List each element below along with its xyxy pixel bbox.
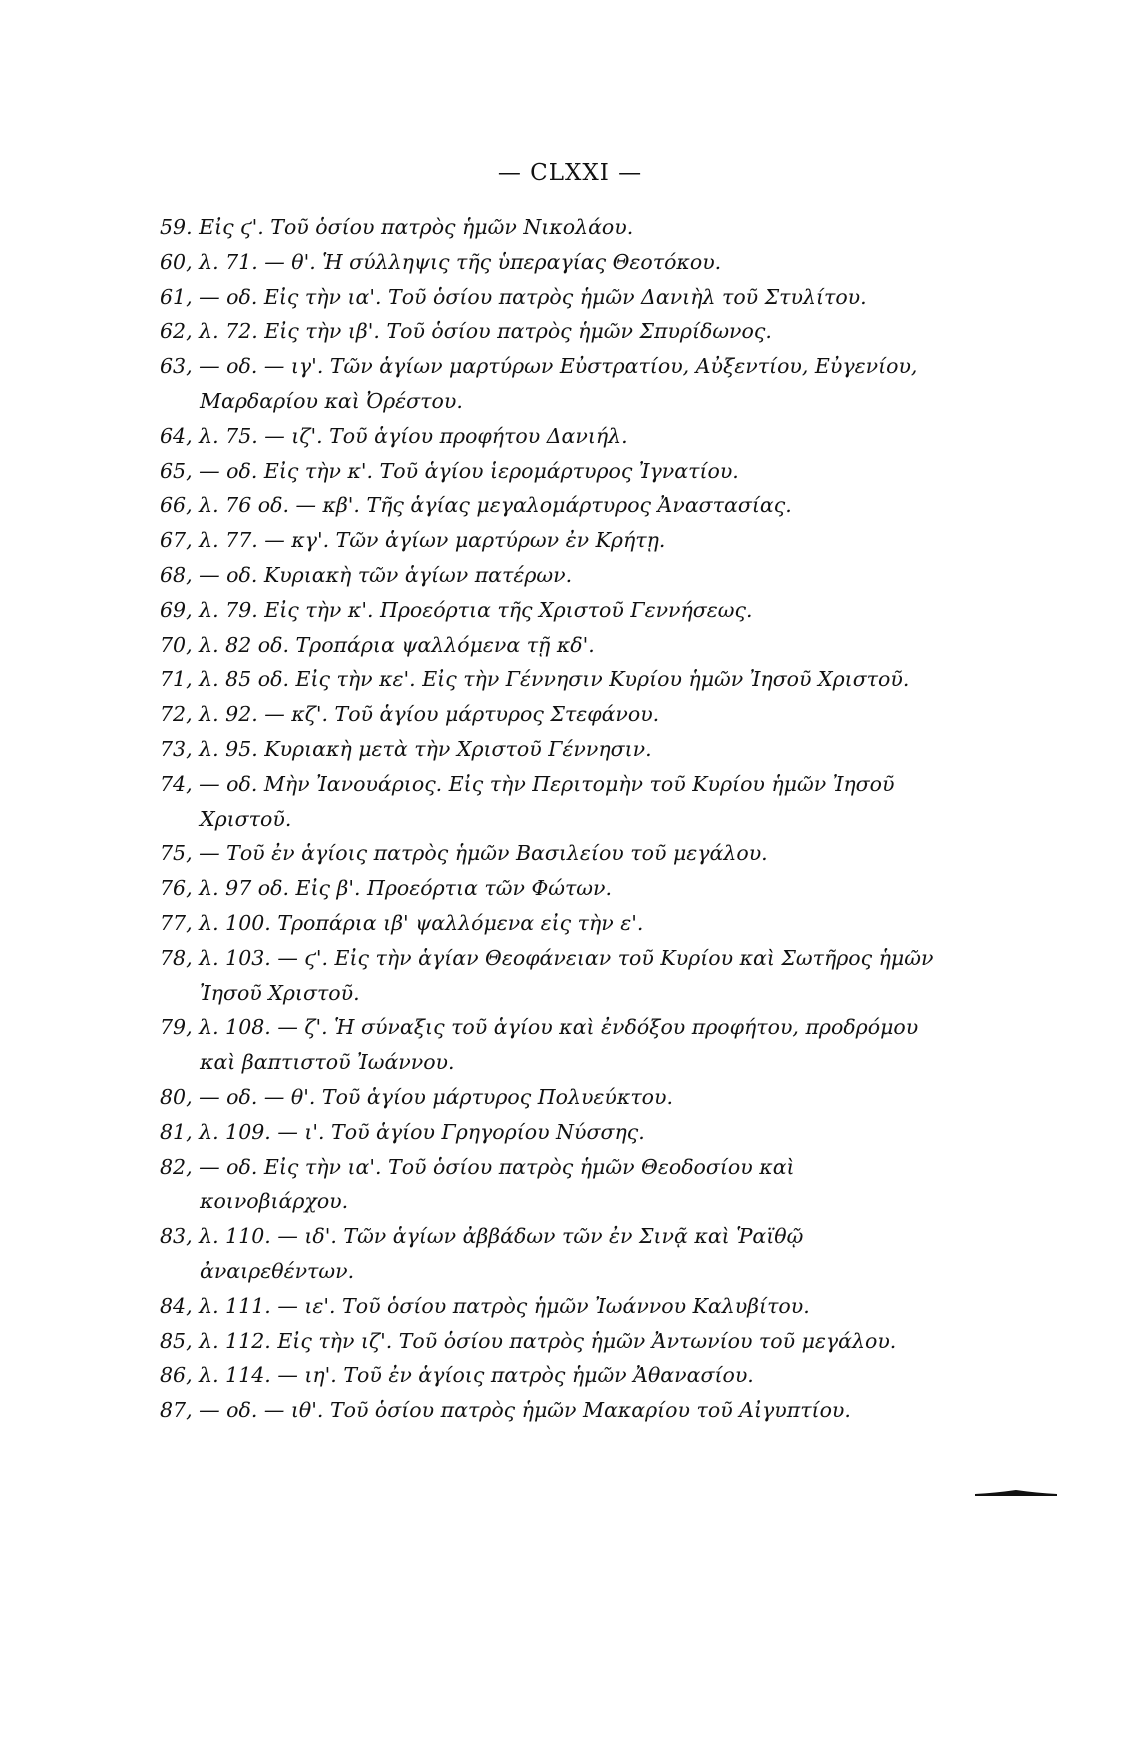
entry-text: λ. 76 οδ. — κβ'. Τῆς ἁγίας μεγαλομάρτυρος Ἀναστασίας. <box>199 493 792 518</box>
entry-text: λ. 82 οδ. Τροπάρια ψαλλόμενα τῇ κδ'. <box>199 632 595 657</box>
entry-text: — οδ. Εἰς τὴν ια'. Τοῦ ὁσίου πατρὸς ἡμῶν Δανιὴλ τοῦ Στυλίτου. <box>199 284 867 309</box>
index-entry <box>160 836 935 871</box>
entry-number: 81, <box>160 1119 193 1144</box>
entry-number: 67, <box>160 528 193 553</box>
entry-number: 66, <box>160 493 193 518</box>
entry-number: 72, <box>160 702 193 727</box>
entry-text: — οδ. Κυριακὴ τῶν ἁγίων πατέρων. <box>199 562 573 587</box>
index-entry <box>160 732 935 767</box>
entry-number: 61, <box>160 284 193 309</box>
entry-number: 63, <box>160 354 193 379</box>
entry-text: λ. 109. — ι'. Τοῦ ἁγίου Γρηγορίου Νύσσης. <box>199 1119 645 1144</box>
entry-number: 83, <box>160 1224 193 1249</box>
index-entry <box>160 280 935 315</box>
entry-number: 71, <box>160 667 193 692</box>
index-entry <box>160 1393 935 1428</box>
index-entry <box>160 1219 935 1289</box>
index-entries-list <box>160 210 935 1428</box>
entry-text: λ. 114. — ιη'. Τοῦ ἐν ἁγίοις πατρὸς ἡμῶν Ἀθανασίου. <box>199 1363 754 1388</box>
entry-number: 84, <box>160 1293 193 1318</box>
index-entry <box>160 1324 935 1359</box>
entry-text: λ. 92. — κζ'. Τοῦ ἁγίου μάρτυρος Στεφάνου. <box>199 702 660 727</box>
entry-text: λ. 72. Εἰς τὴν ιβ'. Τοῦ ὁσίου πατρὸς ἡμῶν Σπυρίδωνος. <box>199 319 772 344</box>
entry-text: — οδ. — θ'. Τοῦ ἁγίου μάρτυρος Πολυεύκτου. <box>199 1084 674 1109</box>
entry-number: 87, <box>160 1398 193 1423</box>
ornament-rule <box>975 1489 1057 1497</box>
entry-text: — οδ. Εἰς τὴν κ'. Τοῦ ἁγίου ἱερομάρτυρος Ἰγνατίου. <box>199 458 739 483</box>
index-entry <box>160 767 935 837</box>
entry-text: λ. 111. — ιε'. Τοῦ ὁσίου πατρὸς ἡμῶν Ἰωάννου Καλυβίτου. <box>199 1293 810 1318</box>
entry-number: 79, <box>160 1015 193 1040</box>
entry-number: 69, <box>160 597 193 622</box>
entry-number: 82, <box>160 1154 193 1179</box>
entry-text: — οδ. — ιγ'. Τῶν ἁγίων μαρτύρων Εὐστρατίου, Αὐξεντίου, Εὐγενίου, Μαρδαρίου καὶ Ὀρέστου. <box>199 354 918 413</box>
entry-number: 85, <box>160 1328 193 1353</box>
entry-number: 68, <box>160 562 193 587</box>
index-entry <box>160 1289 935 1324</box>
entry-text: λ. 75. — ιζ'. Τοῦ ἁγίου προφήτου Δανιήλ. <box>199 423 628 448</box>
entry-text: λ. 110. — ιδ'. Τῶν ἁγίων ἀββάδων τῶν ἐν Σινᾷ καὶ Ῥαϊθῷ ἀναιρεθέντων. <box>199 1224 804 1283</box>
index-entry <box>160 1358 935 1393</box>
index-entry <box>160 1115 935 1150</box>
entry-number: 80, <box>160 1084 193 1109</box>
index-entry <box>160 1010 935 1080</box>
entry-text: λ. 103. — ϛ'. Εἰς τὴν ἁγίαν Θεοφάνειαν τοῦ Κυρίου καὶ Σωτῆρος ἡμῶν Ἰησοῦ Χριστοῦ. <box>199 945 934 1005</box>
index-entry <box>160 488 935 523</box>
index-entry <box>160 419 935 454</box>
index-entry <box>160 941 935 1011</box>
entry-text: λ. 85 οδ. Εἰς τὴν κε'. Εἰς τὴν Γέννησιν Κυρίου ἡμῶν Ἰησοῦ Χριστοῦ. <box>199 667 910 692</box>
entry-text: λ. 71. — θ'. Ἡ σύλληψις τῆς ὑπεραγίας Θεοτόκου. <box>199 249 722 274</box>
entry-number: 78, <box>160 945 193 970</box>
index-entry <box>160 523 935 558</box>
entry-number: 64, <box>160 423 193 448</box>
index-entry <box>160 1150 935 1220</box>
entry-number: 77, <box>160 910 193 935</box>
index-entry <box>160 628 935 663</box>
entry-text: λ. 77. — κγ'. Τῶν ἁγίων μαρτύρων ἐν Κρήτῃ. <box>199 528 666 553</box>
entry-number: 73, <box>160 736 193 761</box>
entry-number: 60, <box>160 249 193 274</box>
entry-text: — οδ. — ιθ'. Τοῦ ὁσίου πατρὸς ἡμῶν Μακαρίου τοῦ Αἰγυπτίου. <box>199 1398 851 1423</box>
entry-text: — οδ. Μὴν Ἰανουάριος. Εἰς τὴν Περιτομὴν τοῦ Κυρίου ἡμῶν Ἰησοῦ Χριστοῦ. <box>199 771 895 831</box>
entry-text: — οδ. Εἰς τὴν ια'. Τοῦ ὁσίου πατρὸς ἡμῶν Θεοδοσίου καὶ κοινοβιάρχου. <box>199 1154 795 1214</box>
entry-number: 62, <box>160 319 193 344</box>
index-entry <box>160 871 935 906</box>
index-entry <box>160 349 935 419</box>
entry-text: Εἰς ϛ'. Τοῦ ὁσίου πατρὸς ἡμῶν Νικολάου. <box>199 215 634 239</box>
index-entry <box>160 697 935 732</box>
entry-text: λ. 108. — ζ'. Ἡ σύναξις τοῦ ἁγίου καὶ ἐνδόξου προφήτου, προδρόμου καὶ βαπτιστοῦ Ἰωάννου. <box>199 1015 919 1075</box>
index-entry <box>160 210 935 245</box>
entry-number: 74, <box>160 771 193 796</box>
entry-number: 65, <box>160 458 193 483</box>
entry-number: 59. <box>160 215 193 239</box>
entry-number: 86, <box>160 1363 193 1388</box>
page-running-head: — CLXXI — <box>497 160 643 186</box>
entry-text: — Τοῦ ἐν ἁγίοις πατρὸς ἡμῶν Βασιλείου τοῦ μεγάλου. <box>199 841 768 866</box>
entry-text: λ. 95. Κυριακὴ μετὰ τὴν Χριστοῦ Γέννησιν. <box>199 736 652 761</box>
entry-text: λ. 112. Εἰς τὴν ιζ'. Τοῦ ὁσίου πατρὸς ἡμῶν Ἀντωνίου τοῦ μεγάλου. <box>199 1328 897 1353</box>
index-entry <box>160 906 935 941</box>
index-entry <box>160 662 935 697</box>
entry-text: λ. 79. Εἰς τὴν κ'. Προεόρτια τῆς Χριστοῦ Γεννήσεως. <box>199 597 753 622</box>
index-entry <box>160 1080 935 1115</box>
entry-text: λ. 100. Τροπάρια ιβ' ψαλλόμενα εἰς τὴν ε'. <box>199 910 644 935</box>
index-entry <box>160 558 935 593</box>
index-entry <box>160 245 935 280</box>
entry-number: 70, <box>160 632 193 657</box>
entry-number: 75, <box>160 841 193 866</box>
index-entry <box>160 593 935 628</box>
entry-number: 76, <box>160 876 193 901</box>
entry-text: λ. 97 οδ. Εἰς β'. Προεόρτια τῶν Φώτων. <box>199 876 613 901</box>
index-entry <box>160 454 935 489</box>
index-entry <box>160 314 935 349</box>
